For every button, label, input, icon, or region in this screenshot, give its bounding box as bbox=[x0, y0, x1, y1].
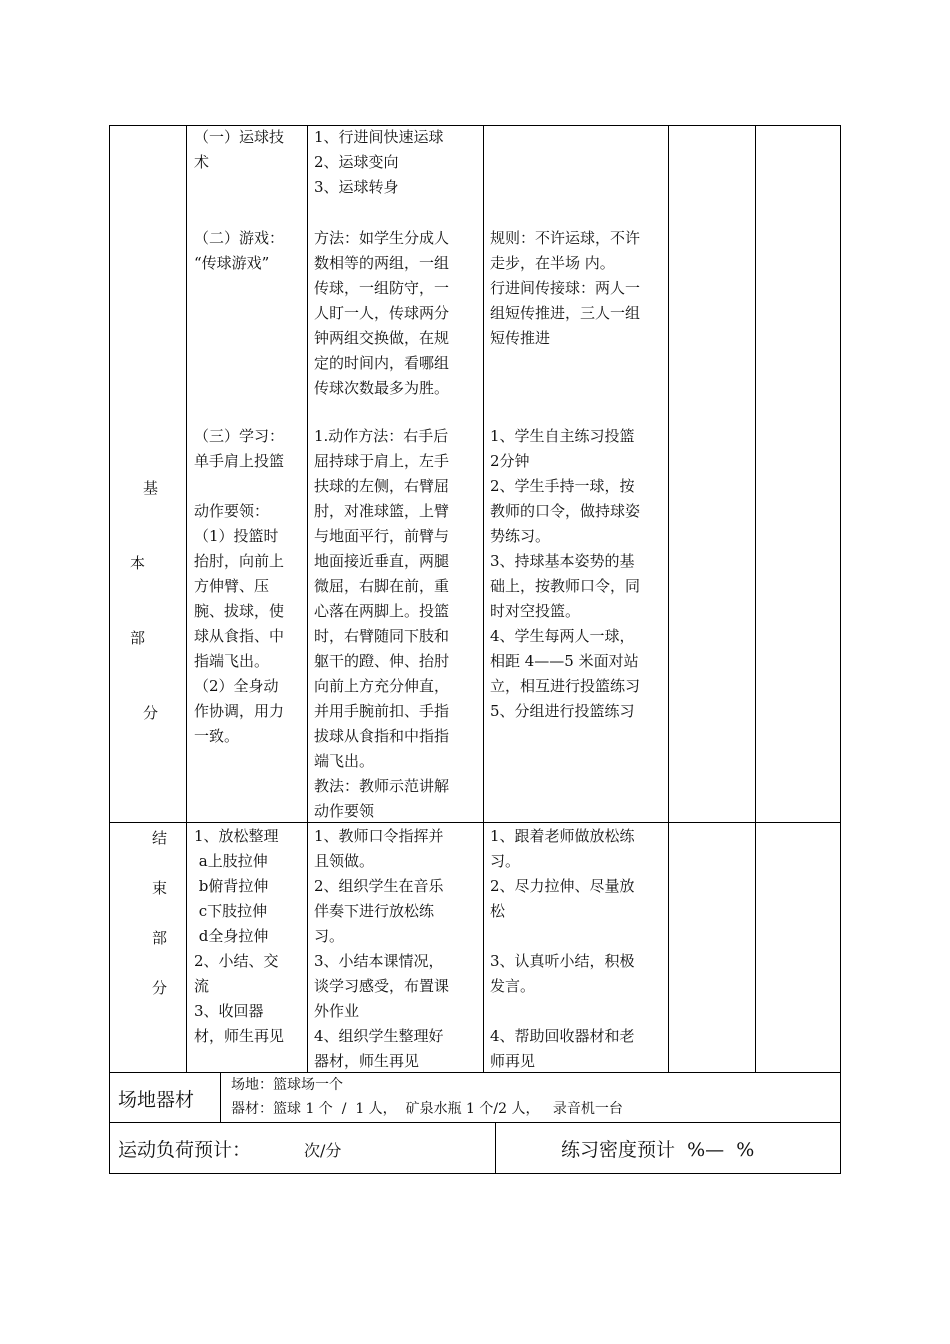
section-label-char: 分 bbox=[143, 704, 159, 722]
basic-item3-method: 1.动作方法：右手后 屈持球于肩上，左手 扶球的左侧，右臂屈 肘，对准球篮，上臂 与地面平行，前臂与 地面接近垂直，两腿 微屈，右脚在前，重 心落在两脚上。投篮 时，右臂随同下肢和 躯干的蹬、伸、抬肘 向前上方充分伸直， 并用手腕前扣、手指 拔球从食指和中指指 端飞出。 教法：教师示范讲解 动作要领 bbox=[314, 427, 450, 820]
basic-item1-content: （一）运球技 术 bbox=[194, 128, 285, 171]
column-divider bbox=[755, 125, 756, 1073]
venue-label: 场地器材 bbox=[118, 1089, 195, 1111]
end-method: 1、教师口令指挥并 且领做。 2、组织学生在音乐 伴奏下进行放松练 习。 3、小结本课情况， 谈学习感受，布置课 外作业 4、组织学生整理好 器材，师生再见 bbox=[314, 827, 450, 1070]
section-label-char: 束 bbox=[152, 879, 168, 897]
column-divider bbox=[186, 125, 187, 1073]
section-label-char: 部 bbox=[152, 929, 168, 947]
basic-item2-practice: 规则：不许运球，不许 走步，在半场 内。 行进间传接球：两人一 组短传推进，三人一组 短传推进 bbox=[490, 229, 641, 347]
section-label-char: 基 bbox=[143, 479, 159, 497]
end-content: 1、放松整理 a上肢拉伸 b俯背拉伸 c下肢拉伸 d全身拉伸 2、小结、交 流 3、收回器 材，师生再见 bbox=[194, 827, 285, 1045]
basic-item3-practice: 1、学生自主练习投篮 2分钟 2、学生手持一球，按 教师的口令，做持球姿 势练习。 3、持球基本姿势的基 础上，按教师口令，同 时对空投篮。 4、学生每两人一球， 相距 4——5 米面对站 立，相互进行投篮练习 5、分组进行投篮练习 bbox=[490, 427, 641, 720]
basic-item1-method: 1、行进间快速运球 2、运球变向 3、运球转身 bbox=[314, 128, 444, 196]
column-divider bbox=[668, 125, 669, 1073]
row-divider bbox=[109, 1122, 841, 1123]
load-unit: 次/分 bbox=[304, 1141, 342, 1160]
section-label-char: 分 bbox=[152, 979, 168, 997]
column-divider bbox=[483, 125, 484, 1073]
load-label: 运动负荷预计： bbox=[118, 1139, 252, 1161]
section-label-char: 本 bbox=[130, 554, 146, 572]
basic-item2-method: 方法：如学生分成人 数相等的两组，一组 传球，一组防守，一 人盯一人，传球两分 钟两组交换做，在规 定的时间内，看哪组 传球次数最多为胜。 bbox=[314, 229, 450, 397]
basic-item2-content: （二）游戏： “传球游戏” bbox=[194, 229, 285, 272]
column-divider bbox=[220, 1072, 221, 1122]
column-divider bbox=[495, 1122, 496, 1174]
section-label-char: 部 bbox=[130, 629, 146, 647]
section-label-char: 结 bbox=[152, 829, 168, 847]
venue-field: 场地：篮球场一个 bbox=[231, 1077, 343, 1093]
venue-equipment: 器材：篮球 1 个 / 1 人， 矿泉水瓶 1 个/2 人， 录音机一台 bbox=[231, 1101, 623, 1117]
column-divider bbox=[307, 125, 308, 1073]
basic-item3-content: （三）学习： 单手肩上投篮 动作要领： （1）投篮时 抬肘，向前上 方伸臂、压 腕、拔球，使 球从食指、中 指端飞出。 （2）全身动 作协调，用力 一致。 bbox=[194, 427, 285, 745]
end-practice: 1、跟着老师做放松练 习。 2、尽力拉伸、尽量放 松 3、认真听小结，积极 发言。 4、帮助回收器材和老 师再见 bbox=[490, 827, 635, 1070]
density-label: 练习密度预计 %— % bbox=[561, 1139, 755, 1161]
